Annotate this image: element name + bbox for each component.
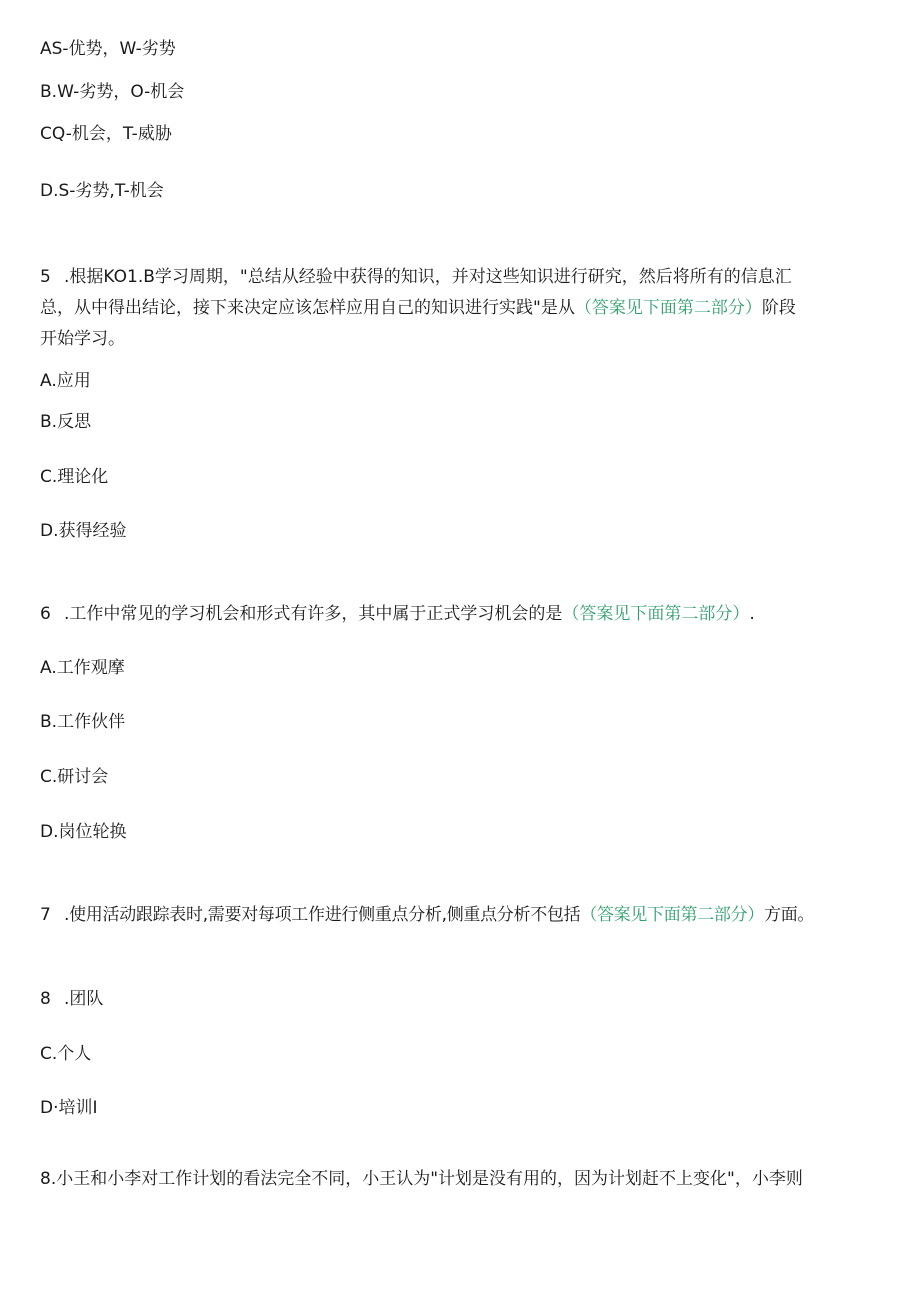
q6-option-d: D.岗位轮换	[40, 822, 127, 842]
q5-answer-placeholder: （答案见下面第二部分）	[574, 298, 762, 318]
q5-option-a: A.应用	[40, 371, 91, 391]
q6-text-end: .	[749, 604, 755, 624]
q6-option-a: A.工作观摩	[40, 658, 125, 678]
q7-text-end: 方面。	[764, 905, 815, 925]
q7-option-8-text: .团队	[64, 989, 104, 1009]
q7-option-c: C.个人	[40, 1044, 92, 1064]
q7-answer-placeholder: （答案见下面第二部分）	[580, 905, 765, 925]
q7-number: 7	[40, 905, 51, 925]
q4-option-a: AS-优势，W-劣势	[40, 39, 176, 59]
q7-option-d: D·培训I	[40, 1098, 98, 1118]
q5-line-3: 开始学习。	[40, 329, 125, 349]
q7-line	[40, 904, 814, 926]
q5-line-1	[40, 266, 792, 288]
q6-number: 6	[40, 604, 51, 624]
q7-text: .使用活动跟踪表时,需要对每项工作进行侧重点分析,侧重点分析不包括	[64, 905, 581, 925]
q5-option-b: B.反思	[40, 412, 92, 432]
q5-text-2: 总，从中得出结论，接下来决定应该怎样应用自己的知识进行实践"是从	[40, 298, 575, 318]
q4-option-b: B.W-劣势，O-机会	[40, 82, 185, 102]
q7-option-8	[40, 988, 103, 1010]
q5-option-d: D.获得经验	[40, 521, 127, 541]
q6-option-b: B.工作伙伴	[40, 712, 126, 732]
q6-option-c: C.研讨会	[40, 767, 109, 787]
q5-line-2	[40, 297, 796, 319]
q4-option-d: D.S-劣势,T-机会	[40, 181, 164, 201]
q7-option-8-number: 8	[40, 989, 51, 1009]
q4-option-c: CQ-机会，T-威胁	[40, 124, 172, 144]
q5-option-c: C.理论化	[40, 467, 109, 487]
q5-number: 5	[40, 267, 51, 287]
q6-answer-placeholder: （答案见下面第二部分）	[562, 604, 750, 624]
q6-text: .工作中常见的学习机会和形式有许多，其中属于正式学习机会的是	[64, 604, 563, 624]
q5-text-1: .根据KO1.B学习周期，"总结从经验中获得的知识，并对这些知识进行研究，然后将所有的信息汇	[64, 267, 792, 287]
q6-line	[40, 603, 755, 625]
q5-text-2-end: 阶段	[761, 298, 796, 318]
q8-line-1: 8.小王和小李对工作计划的看法完全不同，小王认为"计划是没有用的，因为计划赶不上变化"，小李则	[40, 1169, 803, 1189]
